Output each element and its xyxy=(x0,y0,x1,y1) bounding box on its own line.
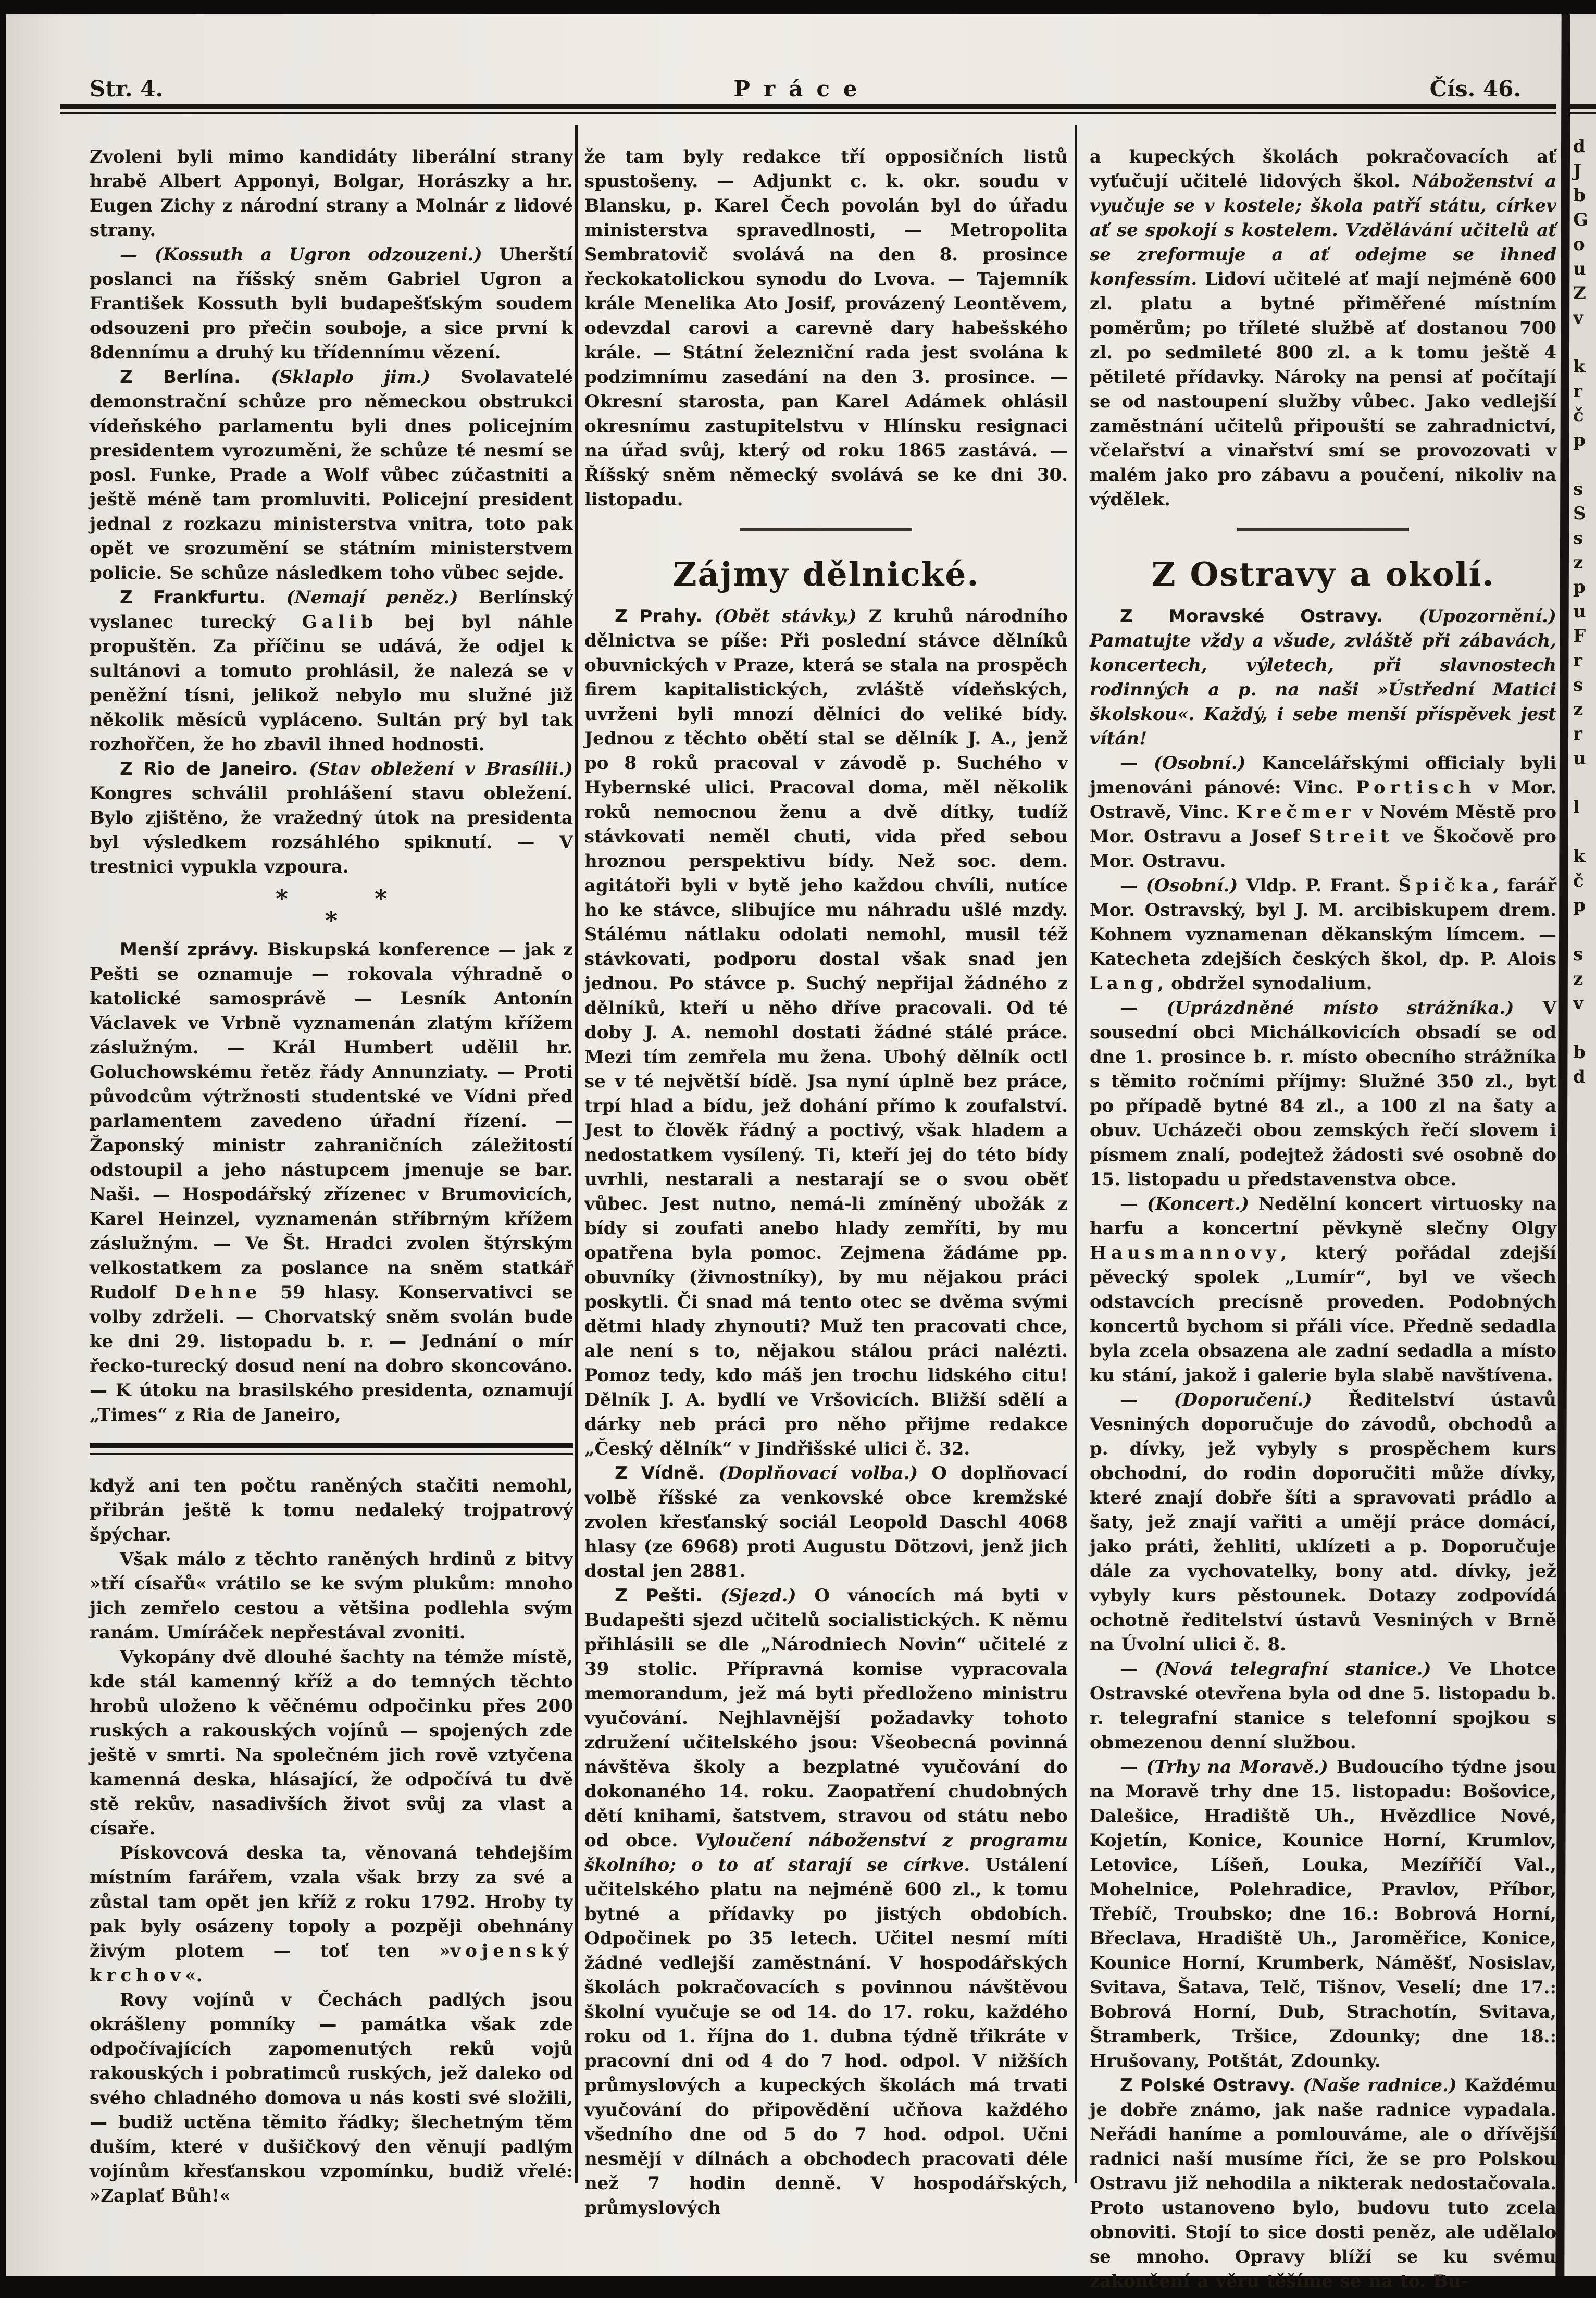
article-subtitle: (Stav obležení v Brasílii.) xyxy=(309,759,573,779)
article-paragraph xyxy=(584,1584,1068,2220)
article-text: že tam byly redakce tří opposičních listů spustošeny. — Adjunkt c. k. okr. soudu v Blansku, p. Karel Čech povolán byl do úřadu ministerstva spravedlnosti, — Metropolita Sembratovič svolává na den 8. prosince řeckokatolickou synodu do Lvova. — Tajemník krále Menelika Ato Josif, provázený Leontěvem, odevzdal carovi a carevně dary habešského krále. — Státní železniční rada jest svolána k podzimnímu zasedání na den 3. prosince. — Okresní starosta, pan Karel Adámek ohlásil okresnímu zastupitelstvu v Hlínsku resignaci na úřad svůj, který od roku 1865 zastává. — Říšský sněm německý svolává se ke dni 30. listopadu. xyxy=(584,146,1068,510)
article-spaced-name: Galib xyxy=(302,612,378,632)
article-separator-rule xyxy=(90,1443,573,1455)
article-spaced-name: Lang xyxy=(1090,973,1158,994)
adjacent-page-letter: J xyxy=(1573,160,1582,181)
article-subtitle: (Nemají peněz.) xyxy=(286,587,458,608)
article-subtitle: (Sjezd.) xyxy=(720,1585,796,1606)
adjacent-page-letter: F xyxy=(1573,626,1586,647)
column-rule-2 xyxy=(1075,125,1077,2183)
section-headline: Z Ostravy a okolí. xyxy=(1151,555,1495,593)
article-text: , farář Mor. Ostravský, byl J. M. arcibiskupem drem. Kohnem vyznamenan děkanským límcem. — Katecheta zdejších českých škol, dp. P. Alois xyxy=(1090,875,1556,970)
article-spaced-name: Portisch xyxy=(1356,777,1476,798)
adjacent-page-letter: č xyxy=(1573,871,1584,891)
adjacent-page-letter: z xyxy=(1573,968,1583,989)
header-rule xyxy=(60,104,1556,114)
article-text: — xyxy=(1120,1659,1155,1680)
adjacent-page-letter: z xyxy=(1573,552,1583,573)
article-subtitle: (Koncert.) xyxy=(1146,1194,1250,1214)
adjacent-page-text xyxy=(1573,134,1588,1089)
article-subtitle: (Osobní.) xyxy=(1153,753,1246,774)
adjacent-page-letter: o xyxy=(1573,234,1585,255)
scan-left-edge xyxy=(0,0,6,2298)
page-fold-line xyxy=(1555,14,1570,2276)
adjacent-page-letter: p xyxy=(1573,895,1586,916)
article-text: «. xyxy=(185,1965,203,1986)
article-text: Uherští poslanci na říšský sněm Gabriel Ugron a František Kossuth byli budapešťským soudem odsouzeni pro přečin souboje, a sice první k 8dennímu a druhý ku třídennímu vězení. xyxy=(90,244,573,363)
article-lead-in: Z Prahy. xyxy=(615,606,715,627)
adjacent-page-header-rule xyxy=(1570,104,1596,114)
adjacent-page-letter xyxy=(1573,820,1588,844)
article-subtitle: (Obět stávky.) xyxy=(714,606,857,627)
adjacent-page-letter: k xyxy=(1573,356,1586,377)
adjacent-page-letter: b xyxy=(1573,1042,1586,1063)
article-paragraph xyxy=(90,1474,573,1547)
article-text: v Novém Městě pro Mor. Ostravu a Josef xyxy=(1090,802,1556,847)
article-text: Lidoví učitelé ať mají nejméně 600 zl. platu a bytné přiměřené místním poměrům; po tříleté službě ať dostanou 700 zl. po sedmileté 800 zl. a k tomu ještě 4 pětileté přídavky. Nároky na pensi ať počítají se od nastoupení služby vůbec. Jako vedlejší zaměstnání učitelů připouští se zahradnictví, včelařství a vinařství smí se provozovati v malém jako pro zábavu a poučení, nikoliv na výdělek. xyxy=(1090,269,1556,510)
adjacent-page-letter: r xyxy=(1573,650,1582,671)
adjacent-page-letter: d xyxy=(1573,1066,1586,1087)
article-lead-in: Z Rio de Janeiro. xyxy=(120,759,309,779)
article-paragraph xyxy=(1090,145,1556,512)
headline-rule xyxy=(740,528,912,531)
article-paragraph xyxy=(90,243,573,365)
article-paragraph xyxy=(1090,1192,1556,1388)
article-lead-in: Z Vídně. xyxy=(615,1463,719,1484)
adjacent-page-letter: s xyxy=(1573,944,1583,965)
article-text: Nedělní koncert virtuosky na harfu a koncertní pěvkyně slečny Olgy xyxy=(1090,1194,1556,1239)
article-text: — xyxy=(1120,1389,1174,1410)
article-text: Rovy vojínů v Čechách padlých jsou okrášleny pomníky — památka však zde odpočívajících zapomenutých reků vojů rakouských i pobratimců ruských, jež daleko od svého chladného domova u nás kosti své složili, — budiž uctěna těmito řádky; šlechetným těm duším, které v dušičkový den věnují padlým vojínům křesťanskou vzpomínku, budiž vřelé: »Zaplať Bůh!« xyxy=(90,1990,573,2206)
article-text: V sousední obci Michálkovicích obsadí se od dne 1. prosince b. r. místo obecního strážníka s těmito ročními příjmy: Služné 350 zl., byt po případě bytné 84 zl., a 100 zl na šaty a obuv. Ucházeči obou zemských řečí slovem i písmem znalí, podejtež žádosti své osobně do 15. listopadu u představenstva obce. xyxy=(1090,998,1557,1190)
article-paragraph xyxy=(1090,996,1556,1192)
article-subtitle: (Sklaplo jim.) xyxy=(271,367,431,388)
article-paragraph xyxy=(1090,604,1556,751)
adjacent-page-letter: u xyxy=(1573,748,1586,769)
adjacent-page-sliver xyxy=(1570,0,1596,2298)
article-text: , který pořádal zdejší pěvecký spolek „Lumír“, byl ve všech odstavcích precísně proveden. Podobných koncertů bychom si přáli více. Předně sedadla byla zcela obsazena ale zadní sedadla a místo ku stání, jakož i galerie byla slabě navštívena. xyxy=(1090,1243,1556,1386)
article-text: Každému je dobře známo, jak naše radnice vypadala. Neřádi haníme a pomlouváme, ale o dřívější radnici naší musíme říci, že se pro Polskou Ostravu již nehodila a nikterak nedostačovala. Proto ustanoveno bylo, budovu tuto zcela obnoviti. Stojí to sice dosti peněz, ale udělalo se mnoho. Opravy blíží se ku svému zakončení a věru těšíme se na to. Bu- xyxy=(1090,2075,1556,2292)
article-text: Z kruhů národního dělnictva se píše: Při poslední stávce dělníků obuvnických v Praze, která se stala na prospěch firem kapitalistických, zvláště vídeňských, uvrženi byli mnozí dělníci do veliké bídy. Jednou z těchto obětí stal se dělník J. A., jenž po 8 roků pracoval v závodě p. Suchého v Hybernské ulici. Pracoval doma, měl několik roků nemocnou ženu a dvě dítky, tudíž stávkovati neměl chuti, vida před sebou hroznou perspektivu bídy. Než soc. dem. agitátoři byli v bytě jeho každou chvíli, nutíce ho ke stávce, slibujíce mu náhradu ušlé mzdy. Stálému nátlaku odolati nemohl, musil též stávkovati, podporu dostal však snad jen jednou. Po stávce p. Suchý nepřijal žádného z dělníků, kteří u něho dříve pracovali. Od té doby J. A. nemohl dostati žádné stálé práce. Mezi tím zemřela mu žena. Ubohý dělník octl se v té největší bídě. Jsa nyní úplně bez práce, trpí hlad a bídu, jež dohání přímo k zoufalství. Jest to člověk řádný a poctivý, však hladem a nedostatkem vysílený. Ti, kteří jej do této bídy uvrhli, nestarali a nestarají se o svou oběť vůbec. Jest nutno, nemá-li zmíněný ubožák z bídy si zoufati anebo hlady zemříti, by mu opatřena byla pomoc. Zejmena žádáme pp. obuvníky (živnostníky), by mu nějakou práci poskytli. Či snad má tento otec se dvěma svými dětmi hlady zhynouti? Muž ten pracovati chce, ale není s to, nějakou stálou práci nalézti. Pomoz tedy, kdo máš jen trochu lidského citu! Dělník J. A. bydlí ve Vršovicích. Bližší sdělí a dárky neb práci pro něho přijme redakce „Český dělník“ v Jindřišské ulici č. 32. xyxy=(584,606,1068,1459)
article-text: — xyxy=(1120,998,1167,1018)
article-text: Ve Lhotce Ostravské otevřena byla od dne 5. listopadu b. r. telegrafní stanice s telefonní spojkou s obmezenou denní službou. xyxy=(1090,1659,1557,1753)
article-subtitle: (Trhy na Moravě.) xyxy=(1146,1757,1328,1778)
article-paragraph xyxy=(90,757,573,879)
article-text: — xyxy=(1120,875,1146,896)
article-spaced-name: Streit xyxy=(1308,826,1394,847)
adjacent-page-letter: s xyxy=(1573,479,1583,500)
article-text: Kongres schválil prohlášení stavu obležení. Bylo zjištěno, že vražedný útok na presidenta byl výsledkem rozsáhlého spiknutí. — V trestnici vypukla vzpoura. xyxy=(90,783,573,877)
adjacent-page-letter: l xyxy=(1573,797,1580,818)
article-lead-in: Z Frankfurtu. xyxy=(120,587,286,608)
article-subtitle: (Osobní.) xyxy=(1145,875,1238,896)
newspaper-column-center xyxy=(584,145,1068,2220)
adjacent-page-letter: v xyxy=(1573,307,1583,328)
adjacent-page-letter xyxy=(1573,453,1588,477)
article-lead-in: Z Moravské Ostravy. xyxy=(1120,606,1419,627)
article-text: Vykopány dvě dlouhé šachty na témže místě, kde stál kamenný kříž a do temných těchto hrobů uloženo k věčnému odpočinku přes 200 ruských a rakouských vojínů — spojených zde ještě v smrti. Na společném jich rově vztyčena kamenná deska, hlásající, že odpočívá tu dvě stě rekův, nasadivších život svůj za vlast a císaře. xyxy=(90,1647,573,1839)
article-subtitle: Vyloučení náboženství z programu školního; o to ať starají se církve. xyxy=(584,1830,1068,1875)
article-paragraph xyxy=(1090,2073,1556,2294)
article-lead-in: Menší zprávy. xyxy=(120,939,268,960)
adjacent-page-letter: s xyxy=(1573,528,1583,549)
article-lead-in: Z Pešti. xyxy=(615,1585,721,1606)
article-subtitle: (Doporučení.) xyxy=(1174,1389,1312,1410)
article-text: O doplňovací volbě říšské za venkovské obce kremžské zvolen křesťanský sociál Leopold Daschl 4068 hlasy (ze 6968) proti Augustu Dötzovi, jenž jich dostal jen 2881. xyxy=(584,1463,1068,1582)
adjacent-page-letter: G xyxy=(1573,209,1589,230)
article-text: Budoucího týdne jsou na Moravě trhy dne 15. listopadu: Bošovice, Dalešice, Hradiště Uh., Hvězdlice Nové, Kojetín, Konice, Kounice Horní, Krumlov, Letovice, Líšeň, Louka, Mezíříčí Val., Mohelnice, Polehradice, Pravlov, Příbor, Třebíč, Troubsko; dne 16.: Bobrová Horní, Břeclava, Hradiště Uh., Jaroměřice, Konice, Kounice Horní, Krumberk, Náměšť, Nosislav, Svitava, Šatava, Telč, Tišnov, Veselí; dne 17.: Bobrová Horní, Dub, Strachotín, Svitava, Štramberk, Tršice, Zdounky; dne 18.: Hrušovany, Potštát, Zdounky. xyxy=(1090,1757,1556,2071)
newspaper-title: Práce xyxy=(733,76,871,102)
article-paragraph xyxy=(584,1461,1068,1584)
adjacent-page-letter xyxy=(1573,918,1588,942)
article-paragraph xyxy=(584,145,1068,512)
article-text: , obdržel synodalium. xyxy=(1157,973,1373,994)
article-text: Pískovcová deska ta, věnovaná tehdejším místním farářem, vzala však brzy za své a zůstal tam opět jen kříž z roku 1792. Hroby ty pak byly osázeny topoly a pozpěji obehnány živým plotem — toť ten » xyxy=(90,1843,573,1961)
article-paragraph xyxy=(90,365,573,586)
adjacent-page-letter: S xyxy=(1573,503,1586,524)
article-paragraph xyxy=(1090,1755,1556,2073)
article-text: — xyxy=(1120,1757,1146,1778)
article-paragraph xyxy=(90,938,573,1427)
article-paragraph xyxy=(1090,751,1556,874)
headline-rule xyxy=(1237,528,1409,531)
asterism-separator xyxy=(90,885,573,935)
section-headline-block xyxy=(584,528,1068,593)
article-text: O vánocích má byti v Budapešti sjezd učitelů socialistických. K němu přihlásili se dle „Národniech Novin“ učitelé z 39 stolic. Přípravná komise vypracovala memorandum, jež má byti předloženo ministru vyučování. Nejhlavnější požadavky tohoto združení učitelského jsou: Všeobecná povinná návštěva školy a bezplatné vyučování do dokonaného 14. roku. Zaopatření chudobných dětí knihami, šatstvem, stravou od státu nebo od obce. xyxy=(584,1585,1068,1851)
column-rule-1 xyxy=(575,125,578,2183)
adjacent-page-letter: Z xyxy=(1573,283,1586,304)
article-subtitle: (Uprázdněné místo strážníka.) xyxy=(1166,998,1514,1018)
article-lead-in: Z Polské Ostravy. xyxy=(1120,2075,1303,2096)
article-spaced-name: Špička xyxy=(1398,875,1493,896)
article-text: když ani ten počtu raněných stačiti nemohl, přibrán ještě k tomu nedaleký trojpatrový špýchar. xyxy=(90,1475,573,1545)
article-spaced-name: Dehne xyxy=(174,1282,262,1303)
newspaper-column-left xyxy=(90,145,573,2208)
article-paragraph xyxy=(90,1841,573,1988)
article-subtitle: (Nová telegrafní stanice.) xyxy=(1155,1659,1431,1680)
article-subtitle: Náboženství a vyučuje se v kostele; škola patří státu, církev ať se spokojí s kostelem. Vzdělávání učitelů ať se zreformuje a ať odejme se ihned konfessím. xyxy=(1090,171,1556,290)
adjacent-page-letter: u xyxy=(1573,601,1586,622)
adjacent-page-letter: r xyxy=(1573,724,1582,744)
article-paragraph xyxy=(1090,1657,1556,1755)
article-text: v Mor. Ostravě, Vinc. xyxy=(1090,777,1556,823)
article-paragraph xyxy=(1090,1388,1556,1657)
article-text: — xyxy=(1120,1194,1147,1214)
adjacent-page-letter: r xyxy=(1573,381,1582,402)
article-text: Však málo z těchto raněných hrdinů z bitvy »tří císařů« vrátilo se ke svým plukům: mnoho jich zemřelo cestou a většina podlehla svým ranám. Umíráček nepřestával zvoniti. xyxy=(90,1549,573,1643)
adjacent-page-letter: p xyxy=(1573,577,1586,598)
article-text: Vldp. P. Frant. xyxy=(1238,875,1399,896)
adjacent-page-letter: z xyxy=(1573,699,1583,720)
adjacent-page-letter: v xyxy=(1573,993,1583,1014)
article-lead-in: Z Berlína. xyxy=(120,367,271,388)
page-number: Str. 4. xyxy=(90,76,164,102)
article-text: 59 hlasy. Konservativci se volby zdrželi. — Chorvatský sněm svolán bude ke dni 29. listopadu b. r. — Jednání o mír řecko-turecký dosud není na dobro skoncováno. — K útoku na brasilského presidenta, oznamují „Times“ z Ria de Janeiro, xyxy=(90,1282,573,1425)
article-text: Ustálení učitelského platu na nejméně 600 zl., k tomu bytné a přídavky po jistých obdobích. Odpočinek po 35 letech. Učitel nesmí míti žádné vedlejší zaměstnání. V hospodářských školách pokračovacích s povinnou návštěvou školní vyučuje se od 14. do 17. roku, každého roku od 1. října do 1. dubna týdně třikráte v pracovní dni od 4 do 7 hod. odpol. V nižších průmyslových a kupeckých školách má trvati vyučování do připovědění učňova každého všedního dne od 5 do 7 hod. odpol. Učni nesmějí v dílnách a obchodech pracovati déle než 7 hodin denně. V hospodářských, průmyslových xyxy=(584,1855,1068,2218)
article-text: Kancelářskými officialy byli jmenováni pánové: Vinc. xyxy=(1090,753,1556,798)
adjacent-page-letter: u xyxy=(1573,258,1586,279)
scan-top-edge xyxy=(0,0,1596,14)
article-spaced-name: vojenský krchov xyxy=(90,1941,573,1986)
section-headline: Zájmy dělnické. xyxy=(672,555,980,593)
article-spaced-name: Hausmannovy xyxy=(1090,1243,1281,1263)
adjacent-page-letter: d xyxy=(1573,136,1586,157)
article-paragraph xyxy=(90,586,573,757)
article-text: ve Škočově pro Mor. Ostravu. xyxy=(1090,826,1556,872)
adjacent-page-letter: s xyxy=(1573,675,1583,695)
adjacent-page-letter xyxy=(1573,1016,1588,1040)
issue-number: Čís. 46. xyxy=(1429,76,1521,102)
asterism-row: * * xyxy=(275,885,388,913)
article-subtitle: (Doplňovací volba.) xyxy=(718,1463,918,1484)
article-text: — xyxy=(1120,753,1154,774)
article-paragraph xyxy=(90,1547,573,1645)
article-subtitle: (Naše radnice.) xyxy=(1303,2075,1457,2096)
article-text: Ředitelství ústavů Vesniných doporučuje do závodů, obchodů a p. dívky, jež vybyly s prospěchem kurs obchodní, do rodin doporučiti může dívky, které znají dobře šíti a spravovati prádlo a šaty, jež znají vařiti a umějí práce domácí, jako práti, žehliti, uklízeti a p. Doporučuje dále za vychovatelky, bony atd. dívky, jež vybyly kurs pěstounek. Dotazy zodpovídá ochotně ředitelství ústavů Vesniných v Brně na Úvolní ulici č. 8. xyxy=(1090,1389,1556,1655)
article-text: bej byl náhle propuštěn. Za příčinu se udává, že odjel k sultánovi a tomuto prohlásil, že nalezá se v peněžní tísni, jelikož nebylo mu služné již několik měsíců vypláceno. Sultán prý byl tak rozhořčen, že ho zbavil ihned hodnosti. xyxy=(90,612,573,755)
article-text: Berlínský vyslanec turecký xyxy=(90,587,573,632)
adjacent-page-letter: č xyxy=(1573,405,1584,426)
section-headline-block xyxy=(1090,528,1556,593)
asterism-row: * xyxy=(325,906,338,935)
newspaper-column-right xyxy=(1090,145,1556,2294)
adjacent-page-letter xyxy=(1573,771,1588,796)
article-paragraph xyxy=(90,145,573,243)
article-paragraph xyxy=(584,604,1068,1461)
adjacent-page-letter: k xyxy=(1573,846,1586,867)
adjacent-page-letter: b xyxy=(1573,185,1586,206)
article-subtitle: — (Kossuth a Ugron odzouzeni.) xyxy=(120,244,482,265)
article-text: Svolavatelé demonstrační schůze pro německou obstrukci vídeňského parlamentu byli dnes policejním presidentem vyrozuměni, že schůze té nesmí se posl. Funke, Prade a Wolf vůbec zúčastniti a ještě méně tam promluviti. Policejní president jednal z rozkazu ministerstva vnitra, toto pak opět ve srozumění se státním ministerstvem policie. Se schůze následkem toho vůbec sejde. xyxy=(90,367,573,583)
adjacent-page-letter: p xyxy=(1573,430,1586,451)
article-spaced-name: Krečmer xyxy=(1236,802,1355,823)
article-paragraph xyxy=(1090,874,1556,996)
article-subtitle: (Upozornění.) Pamatujte vždy a všude, zvláště při zábavách, koncertech, výletech, při slavnostech rodinných a p. na naši »Ústřední Matici školskou«. Každý, i sebe menší příspěvek jest vítán! xyxy=(1090,606,1556,749)
article-text: Biskupská konference — jak z Pešti se oznamuje — rokovala výhradně o katolické samosprávě — Lesník Antonín Václavek ve Vrbně vyznamenán zlatým křížem záslužným. — Král Humbert udělil hr. Goluchowskému řetěz řády Annunziaty. — Proti původcům výtržnosti studentské ve Vídni před parlamentem zavedeno úřadní řízení. — Žaponský ministr zahraničních záležitostí odstoupil a jeho nástupcem jmenuje se bar. Naši. — Hospodářský zřízenec v Brumovicích, Karel Heinzel, vyznamenán stříbrným křížem záslužným. — Ve Št. Hradci zvolen štýrským velkostatkem za poslance na sněm statkář Rudolf xyxy=(90,939,573,1303)
article-text: a kupeckých školách pokračovacích ať vyťučují učitelé lidových škol. xyxy=(1090,146,1556,192)
article-text: Zvoleni byli mimo kandidáty liberální strany hrabě Albert Apponyi, Bolgar, Horászky a hr. Eugen Zichy z národní strany a Molnár z lidové strany. xyxy=(90,146,573,241)
adjacent-page-letter xyxy=(1573,330,1588,355)
article-paragraph xyxy=(90,1988,573,2208)
article-paragraph xyxy=(90,1645,573,1841)
